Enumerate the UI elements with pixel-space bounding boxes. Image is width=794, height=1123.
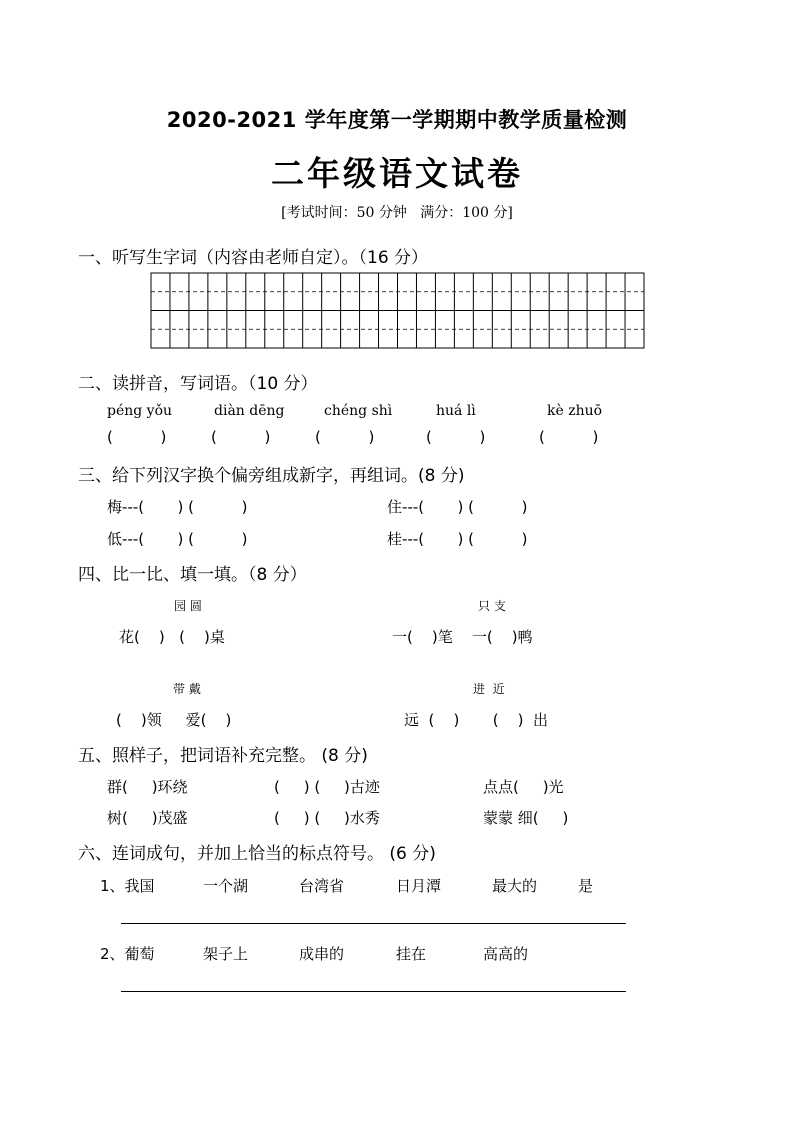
idiom-item-6[interactable]: 蒙蒙 细( ) (483, 809, 569, 827)
exam-term-title: 2020-2021 学年度第一学期期中教学质量检测 (166, 108, 628, 132)
answer-blank-1[interactable]: ( ) (107, 428, 167, 446)
section-1-title: 一、听写生字词（内容由老师自定）。（16 分） (78, 248, 429, 268)
section-2-title: 二、读拼音，写词语。（10 分） (78, 374, 318, 394)
q1-word-6: 是 (578, 877, 594, 895)
fill-row-2[interactable]: 一( )笔 一( )鸭 (392, 628, 533, 646)
q2-word-4: 挂在 (396, 945, 427, 963)
idiom-item-2[interactable]: ( ) ( )古迹 (274, 778, 380, 796)
exam-info: [考试时间：50 分钟 满分：100 分] (281, 205, 513, 221)
radical-item-gui[interactable]: 桂---( ) ( ) (387, 530, 528, 548)
answer-blank-5[interactable]: ( ) (539, 428, 599, 446)
q2-word-1: 2、葡萄 (100, 945, 155, 963)
q1-word-5: 最大的 (492, 877, 538, 895)
section-4-title: 四、比一比、填一填。（8 分） (78, 565, 307, 585)
answer-line-1[interactable] (121, 923, 626, 924)
section-5-title: 五、照样子，把词语补充完整。 (8 分) (78, 746, 368, 766)
word-pair-2: 只 支 (478, 599, 506, 613)
answer-blank-2[interactable]: ( ) (211, 428, 271, 446)
idiom-item-5[interactable]: ( ) ( )水秀 (274, 809, 380, 827)
fill-row-4[interactable]: 远 ( ) ( ) 出 (404, 711, 549, 729)
word-pair-4: 进 近 (473, 682, 505, 696)
section-6-title: 六、连词成句，并加上恰当的标点符号。 (6 分) (78, 844, 436, 864)
radical-item-zhu[interactable]: 住---( ) ( ) (387, 498, 528, 516)
section-3-title: 三、给下列汉字换个偏旁组成新字，再组词。(8 分) (78, 466, 465, 486)
word-pair-3: 带 戴 (173, 682, 201, 696)
idiom-item-1[interactable]: 群( )环绕 (107, 778, 188, 796)
fill-row-3[interactable]: ( )领 爱( ) (116, 711, 232, 729)
radical-item-mei[interactable]: 梅---( ) ( ) (107, 498, 248, 516)
radical-item-di[interactable]: 低---( ) ( ) (107, 530, 248, 548)
q2-word-3: 成串的 (299, 945, 345, 963)
word-pair-1: 园 圆 (174, 599, 202, 613)
q1-word-3: 台湾省 (299, 877, 345, 895)
q1-word-4: 日月潭 (396, 877, 442, 895)
pinyin-5: kè zhuō (547, 403, 603, 419)
pinyin-3: chéng shì (324, 403, 393, 419)
idiom-item-3[interactable]: 点点( )光 (483, 778, 564, 796)
q1-word-2: 一个湖 (203, 877, 249, 895)
fill-row-1[interactable]: 花( ) ( )桌 (119, 628, 225, 646)
q1-word-1: 1、我国 (100, 877, 155, 895)
q2-word-5: 高高的 (483, 945, 529, 963)
dictation-grid[interactable] (150, 272, 645, 349)
pinyin-4: huá lì (436, 403, 476, 419)
idiom-item-4[interactable]: 树( )茂盛 (107, 809, 188, 827)
pinyin-2: diàn dēng (214, 403, 285, 419)
answer-blank-4[interactable]: ( ) (426, 428, 486, 446)
q2-word-2: 架子上 (203, 945, 249, 963)
answer-line-2[interactable] (121, 991, 626, 992)
exam-title: 二年级语文试卷 (271, 154, 523, 193)
pinyin-1: péng yǒu (107, 403, 173, 419)
answer-blank-3[interactable]: ( ) (315, 428, 375, 446)
